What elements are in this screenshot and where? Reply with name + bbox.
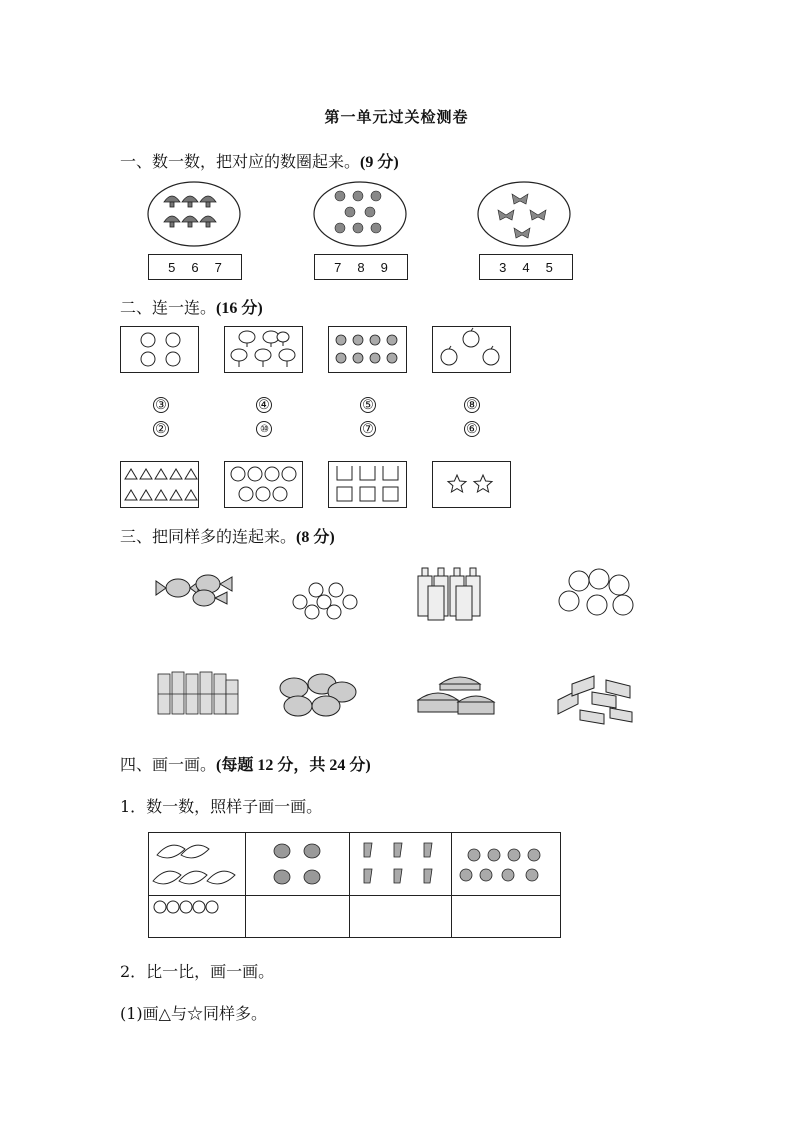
section1-points: (9 分) <box>360 154 399 171</box>
bug-cell <box>246 833 350 896</box>
number-option[interactable]: ⑥ <box>464 421 480 437</box>
section3-heading-text: 三、把同样多的连起来。 <box>120 527 297 546</box>
example-cell <box>149 896 246 938</box>
option-number[interactable]: 7 <box>334 259 342 275</box>
tree-picture-box[interactable] <box>224 326 303 373</box>
question-1: 1．数一数，照样子画一画。 <box>120 797 323 816</box>
triangle-icon <box>121 462 198 507</box>
number-option[interactable]: ④ <box>256 397 272 413</box>
number-option[interactable]: ② <box>153 421 169 437</box>
drinks-icon[interactable] <box>154 664 240 720</box>
triangle-picture-box[interactable] <box>120 461 199 508</box>
fruit-icon <box>452 833 560 895</box>
options-box-2 <box>314 254 408 280</box>
person-icon <box>350 833 451 895</box>
apple-picture-box[interactable] <box>432 326 511 373</box>
number-option[interactable]: ⑧ <box>464 397 480 413</box>
star-picture-box[interactable] <box>432 461 511 508</box>
flower-picture-box[interactable] <box>328 326 407 373</box>
option-number[interactable]: 6 <box>191 259 199 275</box>
butterfly-group <box>476 180 572 248</box>
section4-heading-text: 四、画一画。 <box>120 755 217 774</box>
fruit-cell <box>452 833 561 896</box>
option-number[interactable]: 3 <box>499 259 507 275</box>
page-title: 第一单元过关检测卷 <box>324 108 469 126</box>
grapes-group <box>312 180 408 248</box>
answer-cell[interactable] <box>452 896 561 938</box>
option-number[interactable]: 8 <box>357 259 365 275</box>
section3-points: (8 分) <box>296 529 335 546</box>
cake-icon[interactable] <box>552 670 638 728</box>
section1-heading-text: 一、数一数，把对应的数圈起来。 <box>120 152 361 171</box>
burger-icon[interactable] <box>414 670 500 722</box>
drawing-table <box>148 832 561 938</box>
question-2-1: (1)画△与☆同样多。 <box>120 1004 267 1023</box>
option-number[interactable]: 5 <box>545 259 553 275</box>
question-2: 2．比一比，画一画。 <box>120 962 275 981</box>
apple-icon <box>433 327 510 372</box>
mushroom-group <box>146 180 242 248</box>
oranges-icon[interactable] <box>555 567 639 619</box>
section2-heading-text: 二、连一连。 <box>120 298 217 317</box>
circle-icon <box>225 462 302 507</box>
option-number[interactable]: 7 <box>214 259 222 275</box>
star-icon <box>433 462 510 507</box>
options-box-3 <box>479 254 573 280</box>
section4-points: (每题 12 分，共 24 分) <box>216 757 371 774</box>
bread-icon[interactable] <box>272 668 360 720</box>
options-box-1 <box>148 254 242 280</box>
small-apples-icon[interactable] <box>284 578 368 622</box>
square-picture-box[interactable] <box>328 461 407 508</box>
bottles-icon[interactable] <box>414 562 488 624</box>
option-number[interactable]: 5 <box>168 259 176 275</box>
section4-heading <box>120 752 371 775</box>
option-number[interactable]: 4 <box>522 259 530 275</box>
answer-cell[interactable] <box>350 896 452 938</box>
bug-icon <box>246 833 349 895</box>
leaf-icon <box>149 833 245 895</box>
orange-icon <box>121 327 198 372</box>
tree-icon <box>225 327 302 372</box>
flower-icon <box>329 327 406 372</box>
section2-points: (16 分) <box>216 300 263 317</box>
number-option[interactable]: ③ <box>153 397 169 413</box>
example-circles <box>149 896 245 937</box>
option-number[interactable]: 9 <box>380 259 388 275</box>
answer-cell[interactable] <box>246 896 350 938</box>
section3-heading <box>120 524 335 547</box>
number-option[interactable]: ⑤ <box>360 397 376 413</box>
number-option[interactable]: ⑩ <box>256 421 272 437</box>
number-option[interactable]: ⑦ <box>360 421 376 437</box>
person-cell <box>350 833 452 896</box>
section2-heading <box>120 295 263 318</box>
leaf-cell <box>149 833 246 896</box>
square-icon <box>329 462 406 507</box>
candy-icon[interactable] <box>152 568 240 612</box>
orange-picture-box[interactable] <box>120 326 199 373</box>
section1-heading <box>120 149 399 172</box>
circle-picture-box[interactable] <box>224 461 303 508</box>
